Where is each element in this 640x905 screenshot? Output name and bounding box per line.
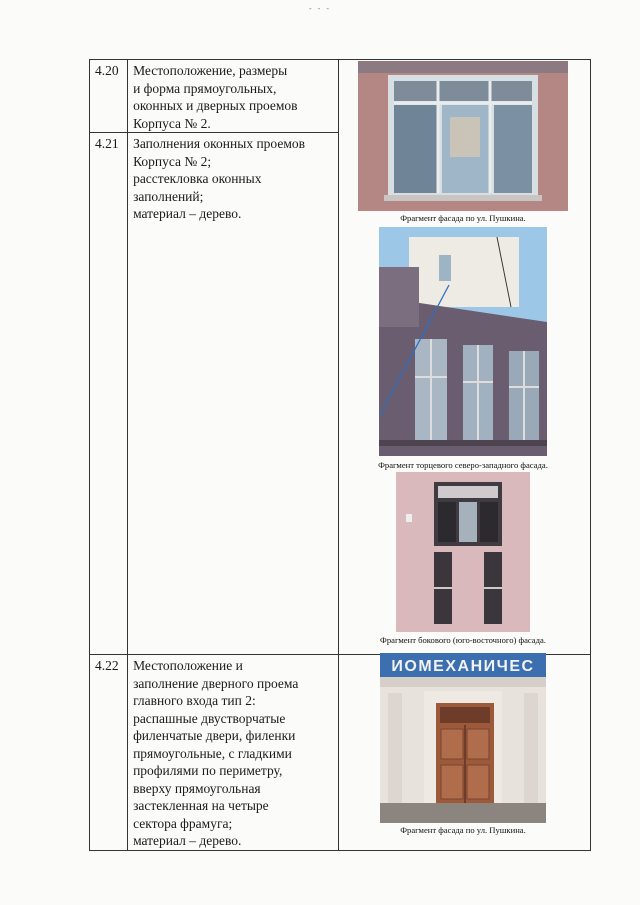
photo-northwest-facade xyxy=(379,227,547,456)
sign-text: ИОМЕХАНИЧЕС xyxy=(391,658,535,675)
page-number-marker: - - - xyxy=(309,4,331,13)
photo-caption: Фрагмент фасада по ул. Пушкина. xyxy=(400,825,526,835)
row-number: 4.20 xyxy=(90,60,128,133)
row-description: Местоположение, размеры и форма прямоугольных, оконных и дверных проемов Корпуса № 2. xyxy=(128,60,339,133)
photo-facade-window xyxy=(358,61,568,211)
photo-caption: Фрагмент бокового (юго-восточного) фасада. xyxy=(380,635,546,645)
row-description: Заполнения оконных проемов Корпуса № 2; расстекловка оконных заполнений; материал – дерево. xyxy=(128,133,339,655)
photo-caption: Фрагмент торцевого северо-западного фасада. xyxy=(378,460,548,470)
row-description: Местоположение и заполнение дверного проема главного входа тип 2: распашные двустворчатые филенчатые двери, филенки прямоугольные, с гладкими профилями по периметру, вверху прямоугольная застекленная на четыре сектора фрамуга; материал – дерево. xyxy=(128,655,339,851)
row-number: 4.21 xyxy=(90,133,128,655)
photo-southeast-facade xyxy=(396,472,530,632)
photo-caption: Фрагмент фасада по ул. Пушкина. xyxy=(400,213,526,223)
row-number: 4.22 xyxy=(90,655,128,851)
photo-main-entrance xyxy=(380,653,546,823)
